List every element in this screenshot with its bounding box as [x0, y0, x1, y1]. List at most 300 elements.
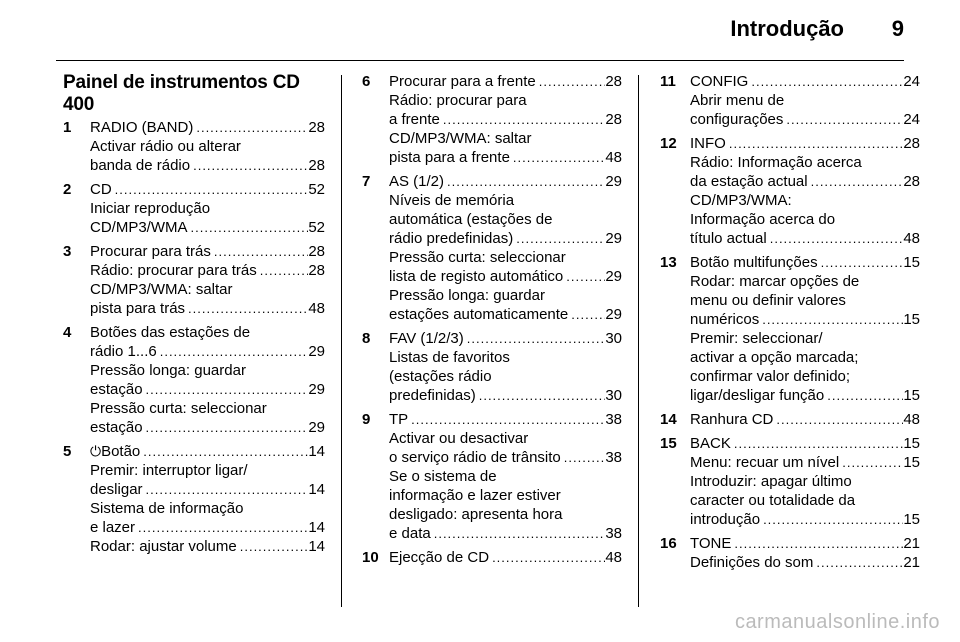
entry-lines [690, 253, 920, 405]
entry-line [690, 134, 920, 153]
entry-text [90, 218, 188, 237]
page-reference: 38 [605, 449, 622, 466]
entry-text [690, 291, 846, 310]
entry-text [90, 280, 233, 299]
entry-label: Rodar: ajustar volume [90, 538, 237, 555]
entry-text [389, 329, 464, 348]
entry-text [690, 110, 783, 129]
entry-label: Rádio: Informação acerca [690, 154, 862, 171]
entry-line [90, 361, 325, 380]
leader-dots [440, 110, 605, 129]
leader-dots [185, 299, 308, 318]
page-reference: 28 [605, 111, 622, 128]
page-reference: 15 [903, 454, 920, 471]
entry-text [90, 499, 243, 518]
entry-number: 3 [63, 243, 72, 260]
page-reference: 29 [605, 306, 622, 323]
leader-dots [135, 518, 308, 537]
leader-dots [731, 534, 903, 553]
entry-label: a frente [389, 111, 440, 128]
entry-label: introdução [690, 511, 761, 528]
entry-label: CD [90, 181, 112, 198]
entry-label: Introduzir: apagar último [690, 473, 852, 490]
page-reference: 29 [605, 230, 622, 247]
entry-text [389, 110, 440, 129]
entry-label: Menu: recuar um nível [690, 454, 840, 471]
page-reference: 28 [308, 119, 325, 136]
entry-number: 10 [362, 549, 379, 566]
page-reference: 28 [308, 262, 325, 279]
entry-label: confirmar valor definido; [690, 368, 851, 385]
entry-label: FAV (1/2/3) [389, 330, 464, 347]
entry-line [690, 434, 920, 453]
entry-text [90, 342, 157, 361]
entry-line [690, 191, 920, 210]
entry-label: TP [389, 411, 409, 428]
entry-line [690, 272, 920, 291]
entry-label: Ranhura CD [690, 411, 774, 428]
entry-label: informação e lazer estiver [389, 487, 561, 504]
page-reference: 29 [308, 381, 325, 398]
entry-text [389, 129, 532, 148]
leader-dots [489, 548, 605, 567]
entry-label: Premir: interruptor ligar/ [90, 462, 248, 479]
page-reference: 28 [308, 243, 325, 260]
entry-label: automática (estações de [389, 211, 553, 228]
entry-label: Premir: seleccionar/ [690, 330, 823, 347]
page-reference: 48 [903, 411, 920, 428]
entry-lines [389, 410, 622, 543]
entry-line [389, 429, 622, 448]
entry-number: 4 [63, 324, 72, 341]
watermark: carmanualsonline.info [734, 611, 940, 633]
entry-line [389, 548, 622, 567]
entry-label: Definições do som [690, 554, 814, 571]
entry-label: desligado: apresenta hora [389, 506, 563, 523]
leader-dots [813, 553, 903, 572]
entry-label: Se o sistema de [389, 468, 497, 485]
entry-label: Pressão longa: guardar [90, 362, 246, 379]
entry-line [389, 486, 622, 505]
entry-label: Activar rádio ou alterar [90, 138, 241, 155]
entry-line [389, 467, 622, 486]
entry-text [690, 534, 731, 553]
page-reference: 38 [605, 411, 622, 428]
page-reference: 14 [308, 443, 325, 460]
leader-dots [193, 118, 308, 137]
column-1 [63, 72, 325, 561]
entry-number: 2 [63, 181, 72, 198]
entry-line [690, 72, 920, 91]
page-header [56, 0, 904, 61]
entry-number: 7 [362, 173, 371, 190]
entry-lines [389, 172, 622, 324]
page-reference: 15 [903, 511, 920, 528]
entry-text [90, 137, 241, 156]
entry-line [90, 280, 325, 299]
index-entry [660, 534, 920, 572]
entry-text [389, 91, 527, 110]
entry-label: Activar ou desactivar [389, 430, 529, 447]
column-divider [341, 75, 342, 607]
column-2 [362, 72, 622, 572]
entry-label: TONE [690, 535, 732, 552]
entry-label: banda de rádio [90, 157, 191, 174]
entry-label: Rodar: marcar opções de [690, 273, 860, 290]
index-entry [362, 72, 622, 167]
leader-dots [536, 72, 606, 91]
leader-dots [731, 434, 903, 453]
entry-text [389, 524, 431, 543]
entry-number: 8 [362, 330, 371, 347]
entry-text [90, 418, 143, 437]
entry-line [690, 348, 920, 367]
entry-lines [389, 329, 622, 405]
entry-number: 16 [660, 535, 677, 552]
page-reference: 48 [903, 230, 920, 247]
entry-line [90, 199, 325, 218]
entry-number: 15 [660, 435, 677, 452]
entry-line [389, 229, 622, 248]
entry-text [389, 191, 514, 210]
entry-label: Pressão curta: seleccionar [90, 400, 267, 417]
entry-line [90, 442, 325, 461]
entry-text [690, 453, 839, 472]
page-reference: 14 [308, 519, 325, 536]
entry-label: da estação actual [690, 173, 808, 190]
entry-lines [690, 72, 920, 129]
entry-text [90, 323, 250, 342]
entry-line [90, 380, 325, 399]
entry-line [90, 299, 325, 318]
page-reference: 15 [903, 311, 920, 328]
entry-text [389, 367, 492, 386]
entry-text [690, 91, 784, 110]
entry-label: estações automaticamente [389, 306, 569, 323]
page-reference: 14 [308, 481, 325, 498]
entry-line [690, 453, 920, 472]
entry-line [90, 499, 325, 518]
column-3 [660, 72, 920, 577]
leader-dots [464, 329, 606, 348]
entry-label: menu ou definir valores [690, 292, 846, 309]
leader-dots [143, 380, 309, 399]
leader-dots [112, 180, 309, 199]
entry-line [389, 172, 622, 191]
entry-text [389, 505, 562, 524]
leader-dots [759, 310, 903, 329]
entry-line [690, 386, 920, 405]
entry-number: 5 [63, 443, 72, 460]
entry-line [90, 180, 325, 199]
entry-line [690, 553, 920, 572]
entry-text [690, 367, 850, 386]
entry-line [690, 472, 920, 491]
entry-line [389, 348, 622, 367]
entry-label: Procurar para a frente [389, 73, 536, 90]
entry-text [690, 386, 824, 405]
entry-text [690, 472, 852, 491]
leader-dots [783, 110, 903, 129]
entry-line [389, 110, 622, 129]
entry-line [90, 156, 325, 175]
entry-label: CD/MP3/WMA: [690, 192, 792, 209]
entry-text [389, 548, 489, 567]
entry-line [389, 329, 622, 348]
entry-text [90, 442, 140, 461]
entry-line [389, 148, 622, 167]
entry-label: rádio predefinidas) [389, 230, 514, 247]
entry-lines [90, 442, 325, 556]
entry-text [90, 299, 185, 318]
entry-line [90, 399, 325, 418]
entry-number: 9 [362, 411, 371, 428]
entry-label: Listas de favoritos [389, 349, 510, 366]
entry-label: o serviço rádio de trânsito [389, 449, 561, 466]
entry-line [90, 323, 325, 342]
page-reference: 28 [903, 173, 920, 190]
entry-line [389, 286, 622, 305]
entry-line [690, 291, 920, 310]
entry-line [389, 210, 622, 229]
entry-label: (estações rádio [389, 368, 492, 385]
entry-number: 12 [660, 135, 677, 152]
index-entry [63, 242, 325, 318]
entry-lines [690, 410, 920, 429]
entry-line [690, 110, 920, 129]
entry-line [90, 461, 325, 480]
page-reference: 21 [903, 554, 920, 571]
index-entry [362, 329, 622, 405]
entry-label: Níveis de memória [389, 192, 515, 209]
leader-dots [563, 267, 605, 286]
entry-text [690, 210, 835, 229]
entry-line [90, 342, 325, 361]
entry-label: estação [90, 419, 143, 436]
entry-text [690, 134, 726, 153]
entry-label: numéricos [690, 311, 760, 328]
entry-label: activar a opção marcada; [690, 349, 859, 366]
entry-line [389, 410, 622, 429]
entry-label: AS (1/2) [389, 173, 445, 190]
entry-lines [389, 548, 622, 567]
entry-label: Iniciar reprodução [90, 200, 211, 217]
entry-line [90, 218, 325, 237]
entry-text [690, 491, 855, 510]
entry-text [690, 348, 858, 367]
entry-text [389, 72, 536, 91]
power-icon: ⏻ [90, 443, 102, 459]
leader-dots [143, 480, 309, 499]
entry-line [389, 72, 622, 91]
entry-line [690, 210, 920, 229]
leader-dots [237, 537, 309, 556]
leader-dots [808, 172, 904, 191]
entry-label: CONFIG [690, 73, 749, 90]
entry-text [90, 399, 267, 418]
entry-label: Informação acerca do [690, 211, 836, 228]
entry-label: BACK [690, 435, 731, 452]
entry-label: lista de registo automático [389, 268, 564, 285]
entry-label: CD/MP3/WMA: saltar [389, 130, 532, 147]
entry-text [389, 448, 561, 467]
index-entry [660, 253, 920, 405]
entry-text [389, 386, 476, 405]
entry-line [90, 261, 325, 280]
entry-text [90, 242, 211, 261]
entry-text [690, 191, 792, 210]
entry-label: INFO [690, 135, 726, 152]
page-reference: 29 [605, 268, 622, 285]
entry-text [690, 272, 859, 291]
leader-dots [188, 218, 309, 237]
entry-text [389, 429, 528, 448]
leader-dots [561, 448, 606, 467]
page-title: Introdução [730, 16, 844, 41]
page-reference: 30 [605, 387, 622, 404]
entry-line [90, 118, 325, 137]
page-reference: 21 [903, 535, 920, 552]
entry-text [690, 410, 773, 429]
leader-dots [408, 410, 605, 429]
entry-line [389, 248, 622, 267]
page-reference: 28 [903, 135, 920, 152]
entry-text [389, 467, 497, 486]
entry-line [690, 491, 920, 510]
entry-line [389, 129, 622, 148]
entry-line [90, 242, 325, 261]
entry-line [389, 448, 622, 467]
entry-label: Botões das estações de [90, 324, 251, 341]
page-reference: 52 [308, 181, 325, 198]
leader-dots [140, 442, 308, 461]
entry-number: 13 [660, 254, 677, 271]
entry-line [389, 267, 622, 286]
entry-label: estação [90, 381, 143, 398]
entry-number: 11 [660, 73, 676, 90]
index-entry [362, 410, 622, 543]
entry-text [389, 267, 563, 286]
entry-text [690, 510, 760, 529]
entry-label: pista para trás [90, 300, 186, 317]
section-title: Painel de instrumentos CD 400 [63, 72, 300, 115]
page-reference: 29 [308, 419, 325, 436]
leader-dots [444, 172, 605, 191]
page-reference: 48 [605, 549, 622, 566]
entry-line [90, 537, 325, 556]
page-reference: 30 [605, 330, 622, 347]
entry-label: Procurar para trás [90, 243, 211, 260]
leader-dots [431, 524, 606, 543]
leader-dots [568, 305, 605, 324]
entry-label: Pressão curta: seleccionar [389, 249, 566, 266]
entry-text [389, 148, 510, 167]
leader-dots [818, 253, 904, 272]
entry-label: Rádio: procurar para trás [90, 262, 257, 279]
index-entry [660, 134, 920, 248]
entry-line [389, 191, 622, 210]
entry-line [690, 229, 920, 248]
page-reference: 52 [308, 219, 325, 236]
entry-label: Botão multifunções [690, 254, 818, 271]
index-entry [660, 434, 920, 529]
entry-text [389, 410, 408, 429]
page-reference: 48 [308, 300, 325, 317]
page-reference: 29 [605, 173, 622, 190]
leader-dots [767, 229, 904, 248]
entry-text [90, 518, 135, 537]
entry-line [389, 367, 622, 386]
index-entry [63, 323, 325, 437]
entry-line [389, 91, 622, 110]
entry-label: desligar [90, 481, 143, 498]
entry-line [690, 510, 920, 529]
entry-text [690, 253, 818, 272]
entry-label: Sistema de informação [90, 500, 244, 517]
entry-text [90, 118, 193, 137]
leader-dots [513, 229, 605, 248]
entry-text [389, 172, 444, 191]
entry-label: e lazer [90, 519, 136, 536]
entry-line [389, 305, 622, 324]
entry-text [90, 261, 257, 280]
page-reference: 24 [903, 111, 920, 128]
index-entry [362, 172, 622, 324]
entry-text [389, 348, 510, 367]
leader-dots [257, 261, 309, 280]
entry-line [690, 91, 920, 110]
entry-line [690, 534, 920, 553]
page-reference: 15 [903, 254, 920, 271]
entry-text [389, 248, 566, 267]
leader-dots [157, 342, 309, 361]
entry-text [389, 229, 513, 248]
entry-label: Botão [101, 443, 141, 460]
entry-text [690, 329, 823, 348]
leader-dots [190, 156, 308, 175]
entry-label: ligar/desligar função [690, 387, 825, 404]
entry-text [90, 480, 143, 499]
entry-text [90, 199, 210, 218]
entry-label: Abrir menu de [690, 92, 785, 109]
entry-line [690, 329, 920, 348]
entry-lines [690, 534, 920, 572]
entry-lines [690, 434, 920, 529]
index-entry [63, 442, 325, 556]
page-reference: 15 [903, 435, 920, 452]
entry-text [690, 310, 759, 329]
page-reference: 28 [308, 157, 325, 174]
entry-line [690, 310, 920, 329]
entry-text [389, 210, 552, 229]
entry-text [389, 486, 561, 505]
leader-dots [726, 134, 903, 153]
column-divider [638, 75, 639, 607]
leader-dots [510, 148, 605, 167]
entry-label: Rádio: procurar para [389, 92, 527, 109]
entry-line [690, 172, 920, 191]
entry-line [690, 153, 920, 172]
page-reference: 24 [903, 73, 920, 90]
entry-label: caracter ou totalidade da [690, 492, 856, 509]
entry-text [90, 461, 248, 480]
entry-label: e data [389, 525, 431, 542]
entry-text [690, 153, 862, 172]
entry-text [690, 553, 813, 572]
page-reference: 15 [903, 387, 920, 404]
entry-text [90, 380, 143, 399]
entry-lines [389, 72, 622, 167]
